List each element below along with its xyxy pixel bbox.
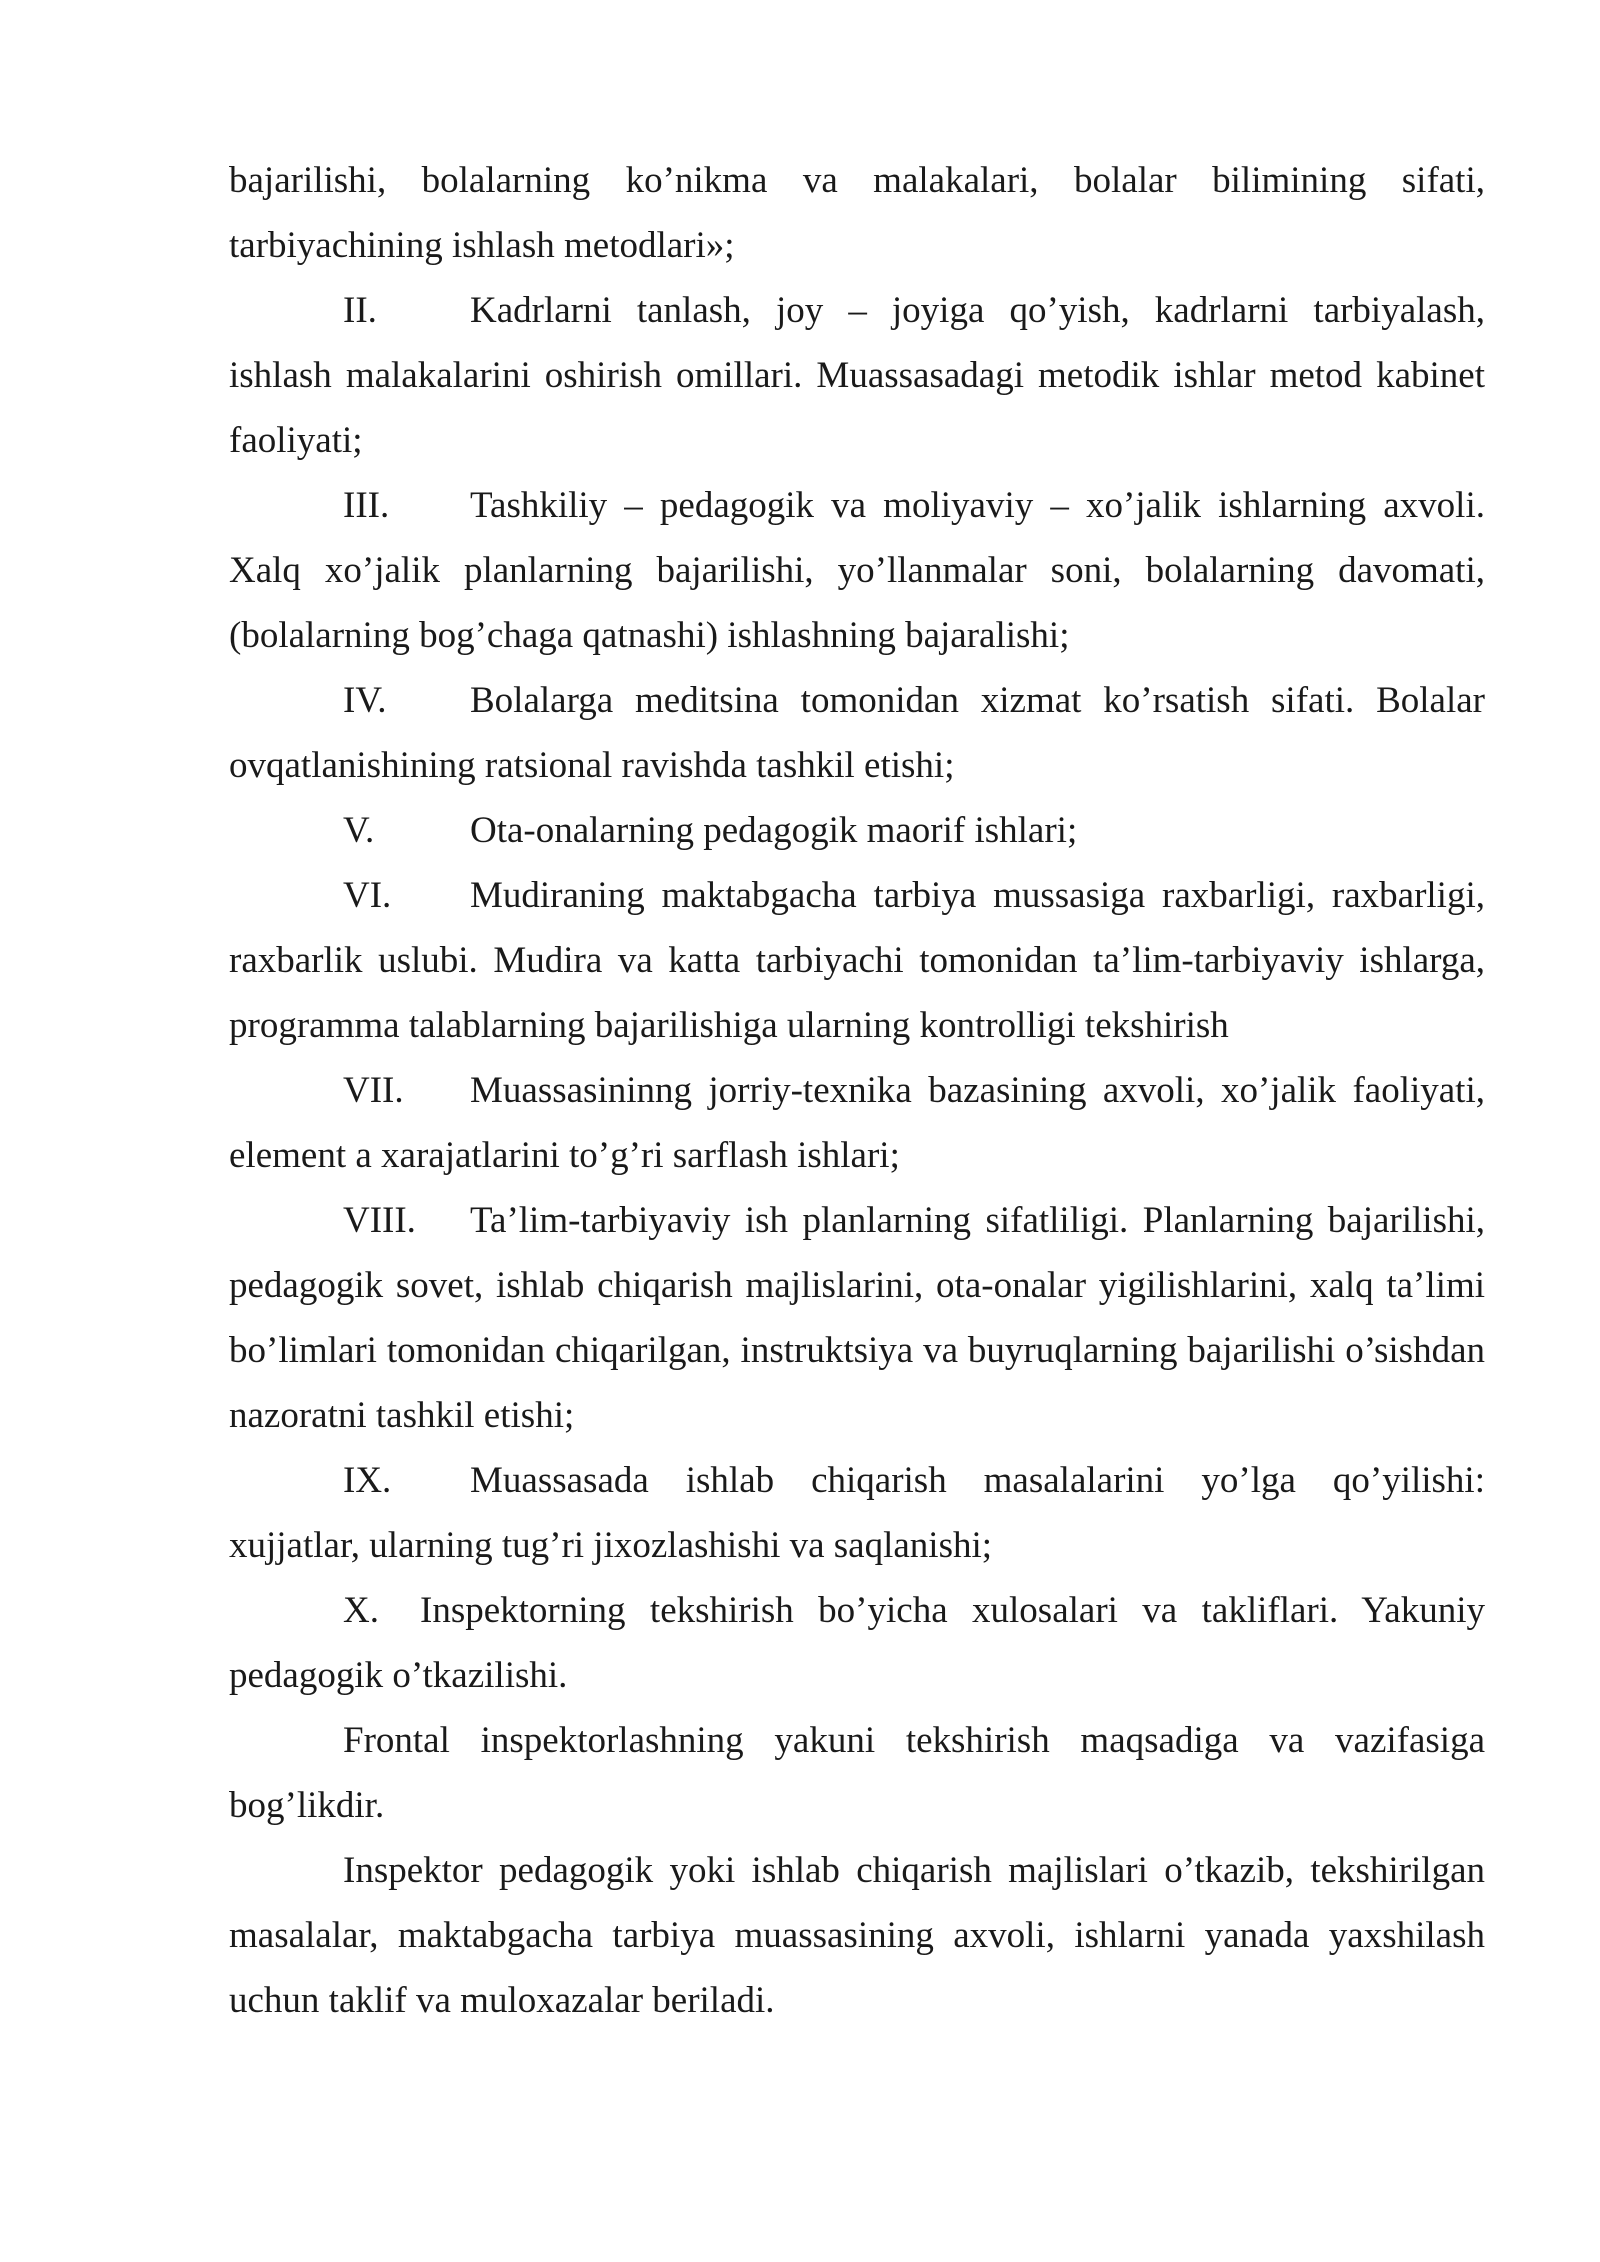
list-item-text: Inspektorning tekshirish bo’yicha xulosalari va takliflari. Yakuniy pedagogik o’tkazilishi. [229, 1590, 1485, 1696]
list-item-text: Ta’lim-tarbiyaviy ish planlarning sifatliligi. Planlarning bajarilishi, pedagogik sovet, ishlab chiqarish majlislarini, ota-onalar yigilishlarini, xalq ta’limi bo’limlari tomonidan chiqarilgan, instruktsiya va buyruqlarning bajarilishi o’sishdan nazoratni tashkil etishi; [229, 1200, 1485, 1436]
list-item-8 [229, 1188, 1485, 1448]
list-item-text: Bolalarga meditsina tomonidan xizmat ko’rsatish sifati. Bolalar ovqatlanishining ratsional ravishda tashkil etishi; [229, 680, 1485, 786]
list-item-number: III. [343, 485, 390, 526]
list-item-4 [229, 668, 1485, 798]
list-item-number: VI. [343, 875, 392, 916]
document-page [229, 148, 1485, 2033]
list-item-9 [229, 1448, 1485, 1578]
list-item-number: IV. [343, 680, 387, 721]
list-item-number: X. [343, 1590, 379, 1631]
list-item-6 [229, 863, 1485, 1058]
intro-paragraph: bajarilishi, bolalarning ko’nikma va malakalari, bolalar bilimining sifati, tarbiyachining ishlash metodlari»; [229, 160, 1485, 266]
list-item-number: IX. [343, 1460, 392, 1501]
list-item-7 [229, 1058, 1485, 1188]
list-item-number: VIII. [343, 1200, 416, 1241]
list-item-2 [229, 278, 1485, 473]
list-item-10 [229, 1578, 1485, 1708]
inspector-paragraph: Inspektor pedagogik yoki ishlab chiqarish majlislari o’tkazib, tekshirilgan masalalar, maktabgacha tarbiya muassasining axvoli, ishlarni yanada yaxshilash uchun taklif va muloxazalar beriladi. [229, 1850, 1485, 2021]
list-item-text: Tashkiliy – pedagogik va moliyaviy – xo’jalik ishlarning axvoli. Xalq xo’jalik planlarning bajarilishi, yo’llanmalar soni, bolalarning davomati, (bolalarning bog’chaga qatnashi) ishlashning bajaralishi; [229, 485, 1485, 656]
list-item-number: V. [343, 810, 375, 851]
list-item-number: VII. [343, 1070, 404, 1111]
list-item-text: Mudiraning maktabgacha tarbiya mussasiga raxbarligi, raxbarligi, raxbarlik uslubi. Mudira va katta tarbiyachi tomonidan ta’lim-tarbiyaviy ishlarga, programma talablarning bajarilishiga ularning kontrolligi tekshirish [229, 875, 1485, 1046]
list-item-3 [229, 473, 1485, 668]
list-item-text: Muassasada ishlab chiqarish masalalarini yo’lga qo’yilishi: xujjatlar, ularning tug’ri jixozlashishi va saqlanishi; [229, 1460, 1485, 1566]
list-item-text: Ota-onalarning pedagogik maorif ishlari; [470, 810, 1078, 851]
list-item-text: Muassasininng jorriy-texnika bazasining axvoli, xo’jalik faoliyati, element a xarajatlarini to’g’ri sarflash ishlari; [229, 1070, 1485, 1176]
list-item-text: Kadrlarni tanlash, joy – joyiga qo’yish, kadrlarni tarbiyalash, ishlash malakalarini oshirish omillari. Muassasadagi metodik ishlar metod kabinet faoliyati; [229, 290, 1485, 461]
list-item-5 [229, 798, 1485, 863]
list-item-number: II. [343, 290, 377, 331]
frontal-paragraph: Frontal inspektorlashning yakuni tekshirish maqsadiga va vazifasiga bog’likdir. [229, 1720, 1485, 1826]
